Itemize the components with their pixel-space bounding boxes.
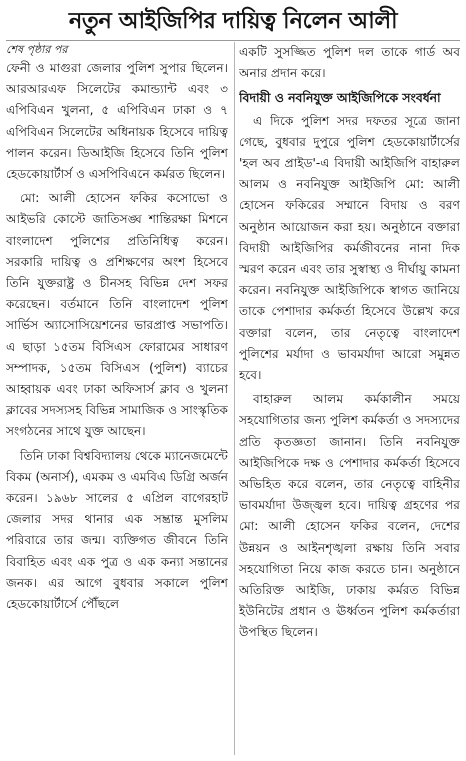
column-divider [234, 42, 235, 755]
subheading: বিদায়ী ও নবনিযুক্ত আইজিপিকে সংবর্ধনা [239, 90, 441, 106]
paragraph: বাহারুল আলম কর্মকালীন সময়ে সহযোগিতার জন্য পুলিশ কর্মকর্তা ও সদস্যদের প্রতি কৃতজ্ঞতা জানান। তিনি নবনিযুক্ত আইজিপিকে দক্ষ ও পেশাদার কর্মকর্তা হিসেবে অভিহিত করে বলেন, তার নেতৃত্বে বাহিনীর ভাবমর্যাদা উজ্জ্বল হবে। দায়িত্ব গ্রহণের পর মো: আলী হোসেন ফকির বলেন, দেশের উন্নয়ন ও আইনশৃঙ্খলা রক্ষায় তিনি সবার সহযোগিতা নিয়ে কাজ করতে চান। অনুষ্ঠানে অতিরিক্ত আইজি, ঢাকায় কর্মরত বিভিন্ন ইউনিটের প্রধান ও ঊর্ধ্বতন পুলিশ কর্মকর্তারা উপস্থিত ছিলেন। [239, 392, 460, 640]
paragraph: একটি সুসজ্জিত পুলিশ দল তাকে গার্ড অব অনার প্রদান করে। [239, 45, 460, 81]
left-column [6, 42, 228, 757]
paragraph: এ দিকে পুলিশ সদর দফতর সূত্রে জানা গেছে, বুধবার দুপুরে পুলিশ হেডকোয়ার্টার্সের 'হল অব প্রাইড'-এ বিদায়ী আইজিপি বাহারুল আলম ও নবনিযুক্ত আইজিপি মো: আলী হোসেন ফকিরের সম্মানে বিদায় ও বরণ অনুষ্ঠান আয়োজন করা হয়। অনুষ্ঠানে বক্তারা বিদায়ী আইজিপির কর্মজীবনের নানা দিক স্মরণ করেন এবং তার সুস্বাস্থ্য ও দীর্ঘায়ু কামনা করেন। নবনিযুক্ত আইজিপিকে স্বাগত জানিয়ে তাকে পেশাদার কর্মকর্তা হিসেবে উল্লেখ করে বক্তারা বলেন, তার নেতৃত্বে বাংলাদেশ পুলিশের মর্যাদা ও ভাবমর্যাদা আরো সমুন্নত হবে। [239, 113, 460, 383]
right-column [239, 42, 460, 757]
paragraph: তিনি ঢাকা বিশ্ববিদ্যালয় থেকে ম্যানেজমেন্টে বিকম (অনার্স), এমকম ও এমবিএ ডিগ্রি অর্জন করেন। ১৯৬৮ সালের ৫ এপ্রিল বাগেরহাট জেলার সদর থানার এক সম্ভ্রান্ত মুসলিম পরিবারে তার জন্ম। ব্যক্তিগত জীবনে তিনি বিবাহিত এবং এক পুত্র ও এক কন্যা সন্তানের জনক। এর আগে বুধবার সকালে পুলিশ হেডকোয়ার্টার্সে পৌঁছলে [6, 448, 228, 612]
paragraph: ফেনী ও মাগুরা জেলার পুলিশ সুপার ছিলেন। আরআরএফ সিলেটের কমান্ড্যান্ট এবং ৩ এপিবিএন খুলনা, ৫ এপিবিএন ঢাকা ও ৭ এপিবিএন সিলেটের অধিনায়ক হিসেবে দায়িত্ব পালন করেন। ডিআইজি হিসেবে তিনি পুলিশ হেডকোয়ার্টার্স ও এসপিবিএনে কর্মরত ছিলেন। [6, 61, 228, 182]
paragraph: মো: আলী হোসেন ফকির কসোভো ও আইভরি কোস্টে জাতিসঙ্ঘ শান্তিরক্ষা মিশনে বাংলাদেশ পুলিশের প্রতিনিধিত্ব করেন। সরকারি দায়িত্ব ও প্রশিক্ষণের অংশ হিসেবে তিনি যুক্তরাষ্ট্র ও চীনসহ বিভিন্ন দেশ সফর করেছেন। বর্তমানে তিনি বাংলাদেশ পুলিশ সার্ভিস অ্যাসোসিয়েশনের ভারপ্রাপ্ত সভাপতি। এ ছাড়া ১৫তম বিসিএস ফোরামের সাধারণ সম্পাদক, ১৫তম বিসিএস (পুলিশ) ব্যাচের আহ্বায়ক এবং ঢাকা অফিসার্স ক্লাব ও খুলনা ক্লাবের সদস্যসহ বিভিন্ন সামাজিক ও সাংস্কৃতিক সংগঠনের সাথে যুক্ত আছেন। [6, 191, 228, 439]
article-body [6, 42, 460, 757]
headline: নতুন আইজিপির দায়িত্ব নিলেন আলী [6, 4, 460, 41]
continuation-label: শেষ পৃষ্ঠার পর [6, 43, 68, 56]
